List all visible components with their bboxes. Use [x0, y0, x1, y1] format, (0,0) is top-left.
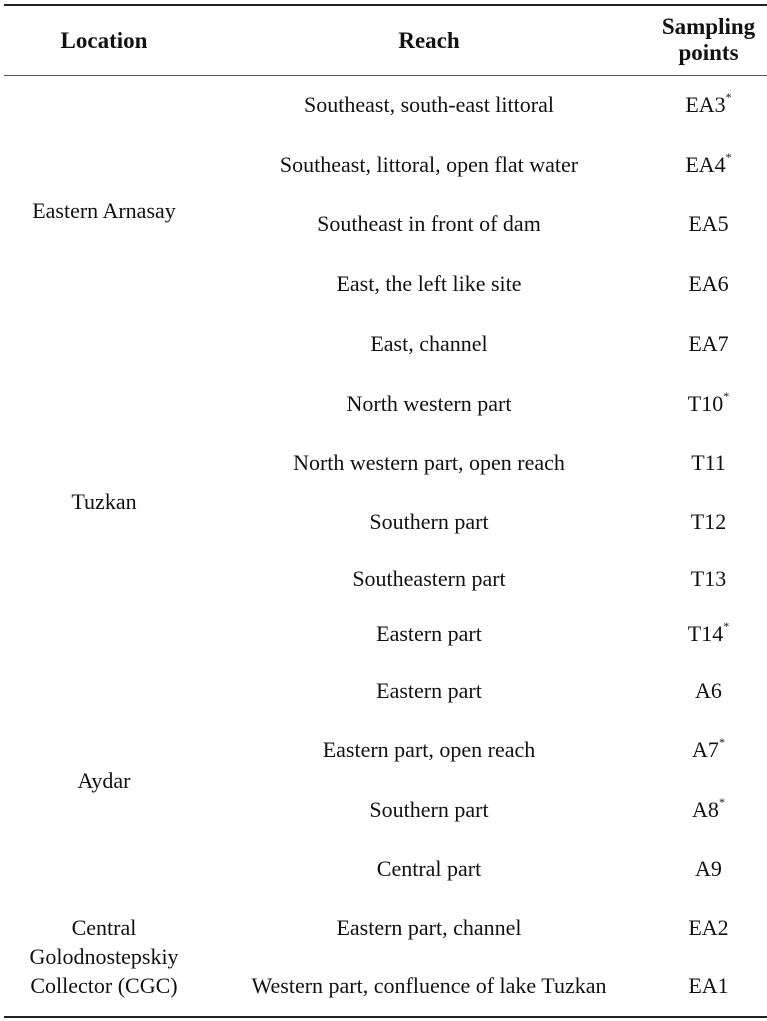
- sampling-point-cell: [652, 269, 765, 299]
- sampling-point-cell: [652, 209, 765, 239]
- header-sampling-line2: points: [678, 40, 739, 65]
- reach-cell: East, the left like site: [336, 271, 522, 296]
- sampling-point-code: T14: [687, 621, 724, 646]
- sampling-point-cell: [652, 795, 765, 825]
- header-reach: Reach: [398, 28, 460, 53]
- reach-cell: Eastern part, open reach: [322, 737, 536, 762]
- sampling-point-code: EA3: [685, 92, 726, 117]
- sampling-point-cell: [652, 564, 765, 594]
- location-label-line: Collector (CGC): [30, 973, 178, 998]
- significance-mark: *: [718, 734, 725, 749]
- reach-cell: Southeastern part: [352, 566, 506, 591]
- reach-cell: East, channel: [370, 331, 488, 356]
- table-bottom-rule: [4, 1016, 767, 1018]
- sampling-point-cell: [652, 329, 765, 359]
- location-cgc: [4, 913, 204, 1000]
- sampling-point-cell: [652, 854, 765, 884]
- reach-cell: North western part: [346, 391, 512, 416]
- sampling-point-cell: [652, 735, 765, 765]
- header-sampling-line1: Sampling: [661, 14, 756, 39]
- reach-cell: Southeast in front of dam: [317, 211, 541, 236]
- sampling-point-code: A7: [692, 737, 719, 762]
- significance-mark: *: [718, 794, 725, 809]
- sampling-point-cell: [652, 676, 765, 706]
- reach-cell: Southeast, littoral, open flat water: [279, 152, 579, 177]
- significance-mark: *: [723, 618, 730, 633]
- sampling-point-code: T13: [690, 566, 727, 591]
- reach-cell: North western part, open reach: [293, 450, 565, 475]
- sampling-point-code: A9: [695, 856, 722, 881]
- sampling-point-code: EA1: [688, 973, 729, 998]
- sampling-point-code: EA2: [688, 915, 729, 940]
- location-label-line: Central: [71, 915, 137, 940]
- sampling-point-code: T11: [691, 450, 726, 475]
- sampling-point-cell: [652, 507, 765, 537]
- sampling-point-code: EA7: [688, 331, 729, 356]
- significance-mark: *: [723, 388, 730, 403]
- table-top-rule: [4, 4, 767, 6]
- location-label-line: Tuzkan: [71, 489, 137, 514]
- sampling-point-code: EA4: [685, 152, 726, 177]
- location-aydar: [4, 766, 204, 795]
- significance-mark: *: [725, 89, 732, 104]
- significance-mark: *: [725, 149, 732, 164]
- sampling-point-cell: [652, 90, 765, 120]
- location-eastern-arnasay: [4, 196, 204, 225]
- location-label-line: Eastern Arnasay: [32, 198, 176, 223]
- reach-cell: Eastern part: [376, 678, 482, 703]
- location-label-line: Aydar: [77, 768, 131, 793]
- sampling-point-cell: [652, 619, 765, 649]
- sampling-point-code: T10: [687, 391, 724, 416]
- sampling-point-cell: [652, 389, 765, 419]
- reach-cell: Southern part: [369, 509, 489, 534]
- header-location: Location: [60, 28, 148, 53]
- header-sampling-points: [652, 14, 765, 66]
- sampling-point-cell: [652, 971, 765, 1001]
- reach-cell: Southern part: [369, 797, 489, 822]
- reach-cell: Central part: [376, 856, 482, 881]
- location-tuzkan: [4, 487, 204, 516]
- location-label-line: Golodnostepskiy: [29, 944, 179, 969]
- sampling-point-cell: [652, 913, 765, 943]
- sampling-point-cell: [652, 448, 765, 478]
- sampling-point-code: A6: [695, 678, 722, 703]
- sampling-point-code: T12: [690, 509, 727, 534]
- sampling-point-cell: [652, 150, 765, 180]
- reach-cell: Eastern part, channel: [336, 915, 522, 940]
- sampling-point-code: A8: [692, 797, 719, 822]
- header-rule: [4, 75, 767, 76]
- sampling-point-code: EA6: [688, 271, 729, 296]
- sampling-point-code: EA5: [688, 211, 729, 236]
- reach-cell: Eastern part: [376, 621, 482, 646]
- reach-cell: Western part, confluence of lake Tuzkan: [251, 973, 607, 998]
- reach-cell: Southeast, south-east littoral: [304, 92, 554, 117]
